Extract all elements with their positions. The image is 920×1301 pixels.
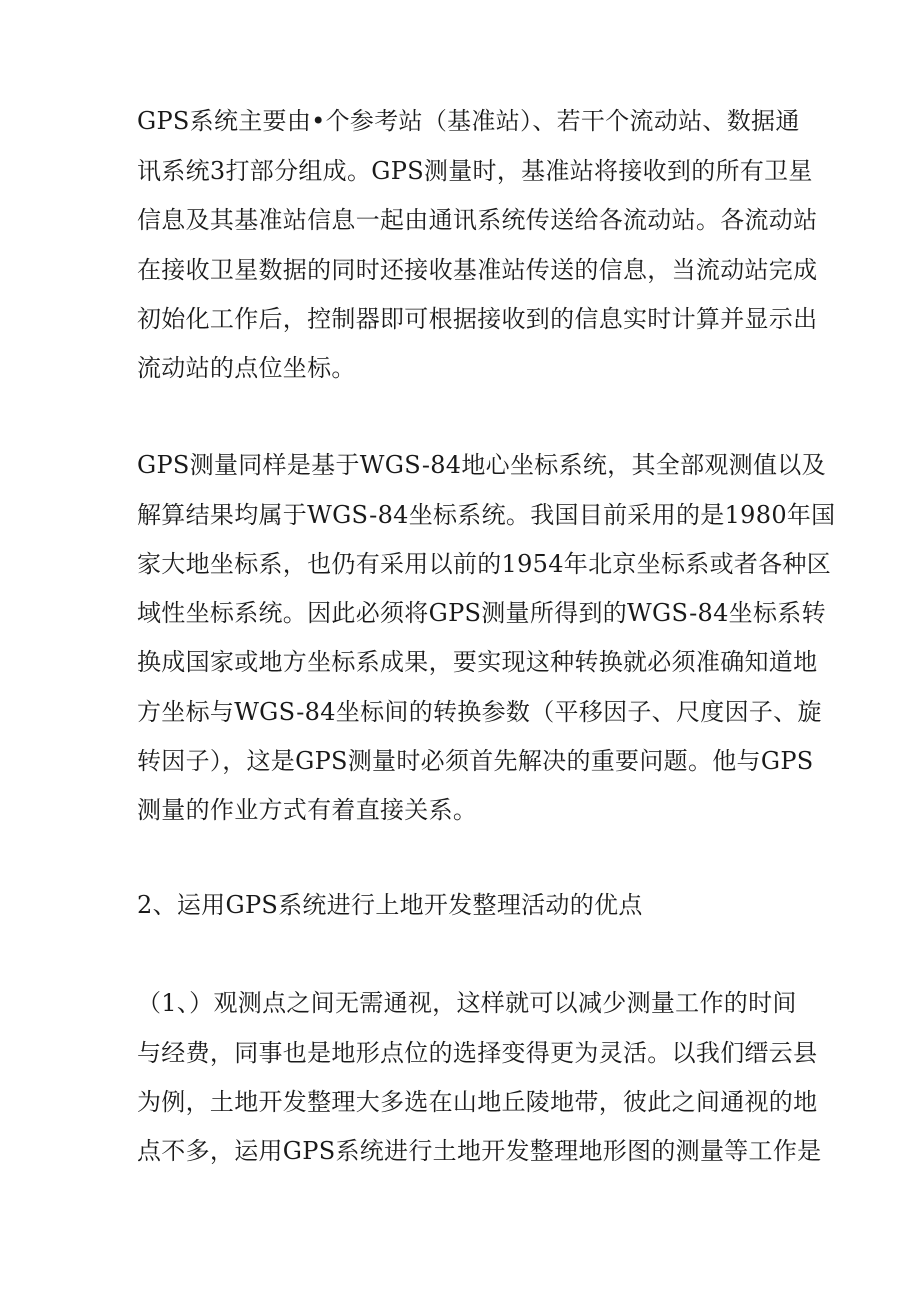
paragraph-2-line-2: 解算结果均属于WGS-84坐标系统。我国目前采用的是1980年国: [137, 501, 836, 529]
section-heading-2: 2、运用GPS系统进行上地开发整理活动的优点: [137, 891, 643, 919]
paragraph-3-line-4: 点不多，运用GPS系统进行土地开发整理地形图的测量等工作是: [137, 1137, 822, 1165]
paragraph-1-line-1: GPS系统主要由•个参考站（基准站）、若干个流动站、数据通: [137, 107, 800, 135]
paragraph-2-line-3: 家大地坐标系，也仍有采用以前的1954年北京坐标系或者各种区: [137, 550, 832, 578]
paragraph-1-line-2: 讯系统3打部分组成。GPS测量时，基准站将接收到的所有卫星: [137, 157, 813, 185]
paragraph-3-line-2: 与经费，同事也是地形点位的选择变得更为灵活。以我们缙云县: [137, 1039, 818, 1067]
paragraph-2-line-4: 域性坐标系统。因此必须将GPS测量所得到的WGS-84坐标系转: [137, 599, 826, 627]
paragraph-2-line-6: 方坐标与WGS-84坐标间的转换参数（平移因子、尺度因子、旋: [137, 698, 822, 726]
paragraph-3-line-3: 为例，土地开发整理大多选在山地丘陵地带，彼此之间通视的地: [137, 1088, 818, 1116]
paragraph-2-line-8: 测量的作业方式有着直接关系。: [137, 796, 478, 824]
paragraph-1-line-3: 信息及其基准站信息一起由通讯系统传送给各流动站。各流动站: [137, 206, 818, 234]
paragraph-2-line-1: GPS测量同样是基于WGS-84地心坐标系统，其全部观测值以及: [137, 451, 826, 479]
paragraph-1-line-5: 初始化工作后，控制器即可根据接收到的信息实时计算并显示出: [137, 305, 818, 333]
paragraph-3-line-1: （1、）观测点之间无需通视，这样就可以减少测量工作的时间: [137, 989, 797, 1017]
paragraph-2-line-7: 转因子），这是GPS测量时必须首先解决的重要问题。他与GPS: [137, 747, 814, 775]
paragraph-1-line-6: 流动站的点位坐标。: [137, 354, 356, 382]
paragraph-1-line-4: 在接收卫星数据的同时还接收基准站传送的信息，当流动站完成: [137, 256, 818, 284]
paragraph-2-line-5: 换成国家或地方坐标系成果，要实现这种转换就必须准确知道地: [137, 648, 818, 676]
